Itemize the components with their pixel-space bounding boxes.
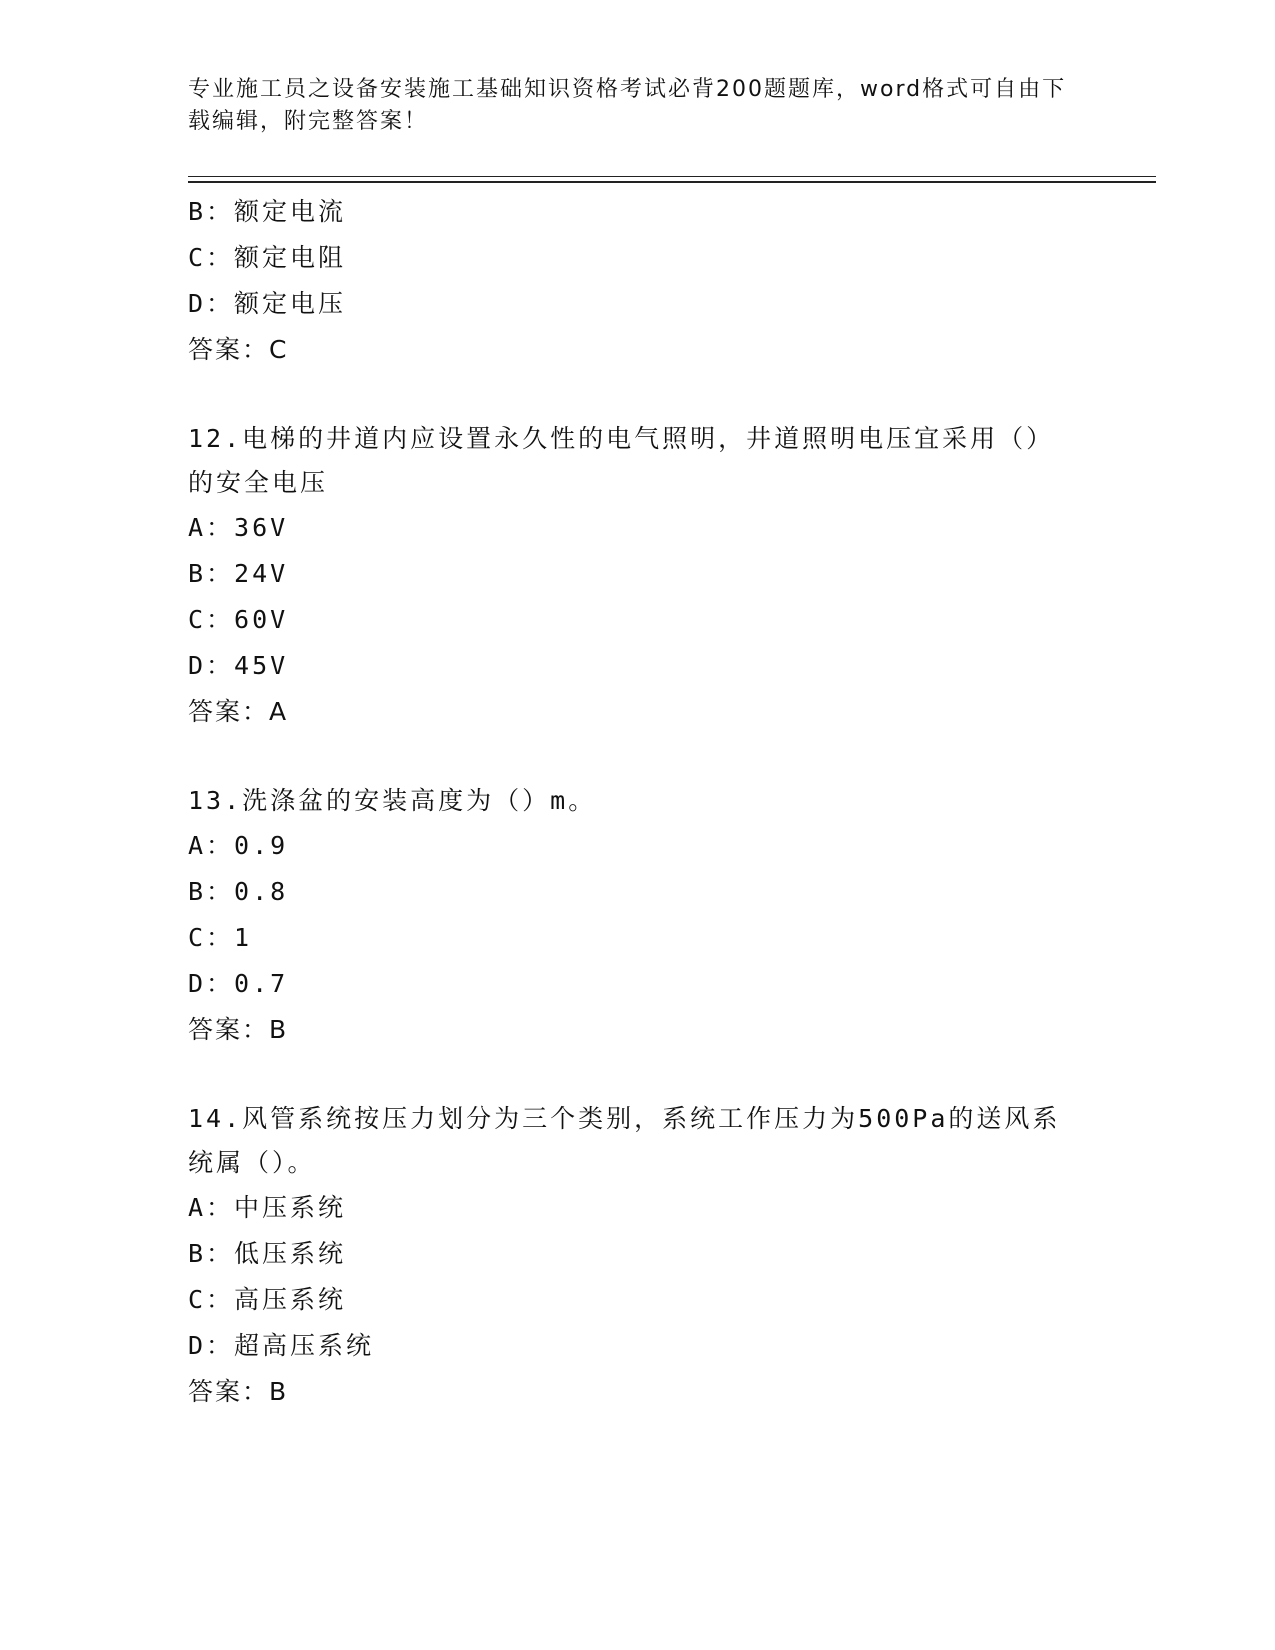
option-b: B：额定电流 bbox=[188, 197, 347, 226]
option-a: A：36V bbox=[188, 513, 289, 542]
option-b: B：低压系统 bbox=[188, 1239, 347, 1268]
question-stem: 14.风管系统按压力划分为三个类别，系统工作压力为500Pa的送风系统属（）。 bbox=[188, 1104, 1061, 1177]
question-content bbox=[188, 189, 1088, 1415]
option-a: A：中压系统 bbox=[188, 1193, 347, 1222]
option-c: C：1 bbox=[188, 923, 253, 952]
option-a: A：0.9 bbox=[188, 831, 289, 860]
option-b: B：24V bbox=[188, 559, 289, 588]
option-d: D：45V bbox=[188, 651, 289, 680]
answer-line: 答案：B bbox=[188, 1377, 289, 1406]
header-divider-thick bbox=[188, 181, 1156, 183]
option-c: C：额定电阻 bbox=[188, 243, 347, 272]
header-divider-thin bbox=[188, 176, 1156, 177]
question-14 bbox=[188, 1097, 1088, 1415]
option-c: C：60V bbox=[188, 605, 289, 634]
question-stem: 13.洗涤盆的安装高度为（）m。 bbox=[188, 786, 597, 815]
answer-line: 答案：C bbox=[188, 335, 289, 364]
question-stem: 12.电梯的井道内应设置永久性的电气照明，井道照明电压宜采用（）的安全电压 bbox=[188, 424, 1055, 497]
option-d: D：额定电压 bbox=[188, 289, 347, 318]
answer-line: 答案：B bbox=[188, 1015, 289, 1044]
continued-question bbox=[188, 189, 1088, 373]
option-d: D：0.7 bbox=[188, 969, 289, 998]
answer-line: 答案：A bbox=[188, 697, 289, 726]
option-b: B：0.8 bbox=[188, 877, 289, 906]
question-12 bbox=[188, 417, 1088, 735]
question-13 bbox=[188, 779, 1088, 1053]
page-header: 专业施工员之设备安装施工基础知识资格考试必背200题题库，word格式可自由下载编辑，附完整答案！ bbox=[188, 77, 1067, 134]
option-c: C：高压系统 bbox=[188, 1285, 347, 1314]
option-d: D：超高压系统 bbox=[188, 1331, 375, 1360]
